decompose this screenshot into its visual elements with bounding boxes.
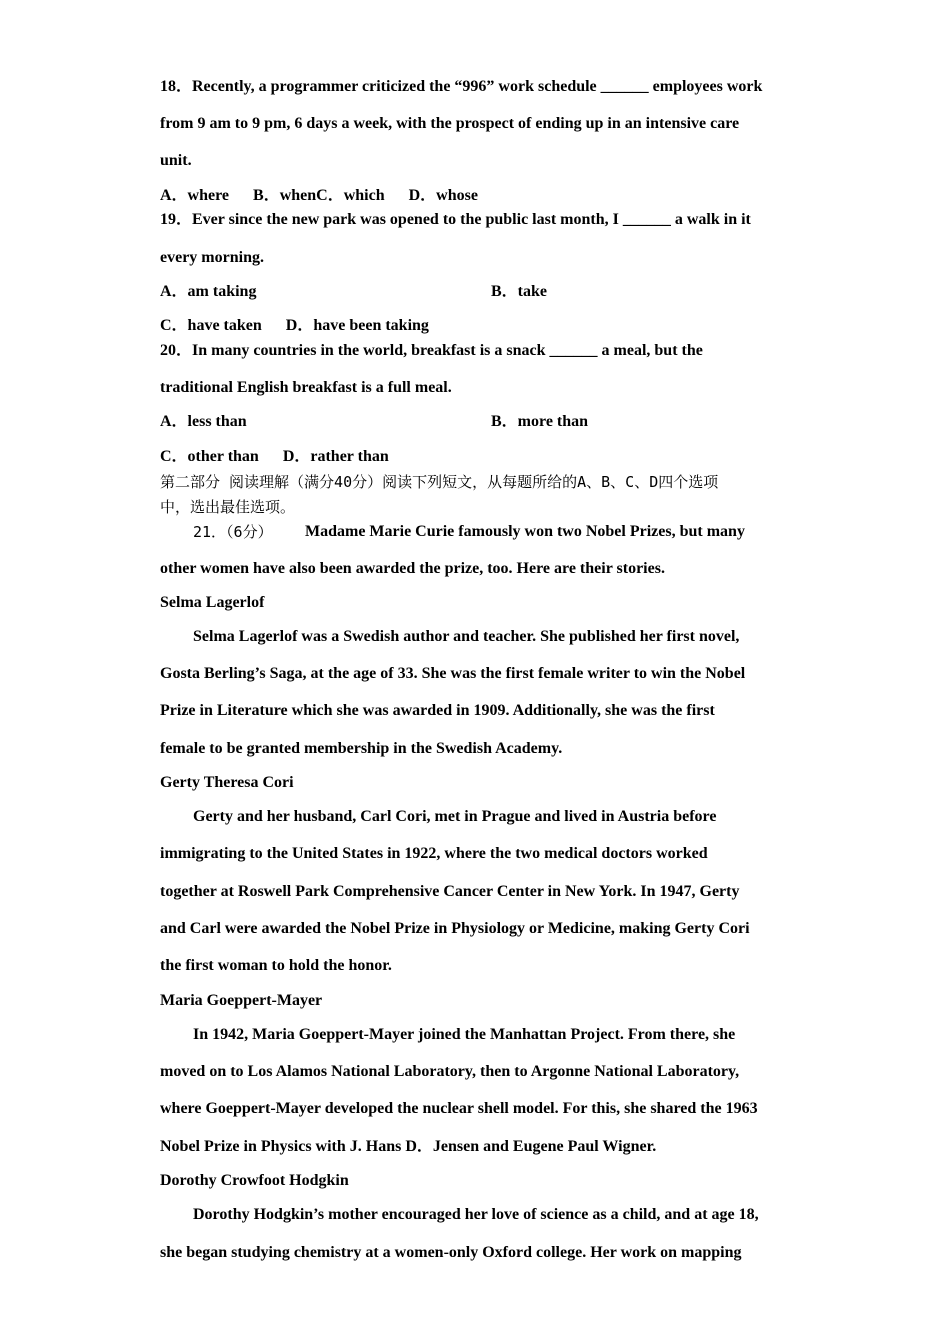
gerty-line-2: immigrating to the United States in 1922, where the two medical doctors worked	[160, 845, 708, 862]
q18-stem-line-3: unit.	[160, 152, 192, 169]
q20-stem-line-2: traditional English breakfast is a full meal.	[160, 379, 452, 396]
q19-stem-line-1: 19．Ever since the new park was opened to the public last month, I ______ a walk in it	[160, 211, 751, 228]
q18-options: A．where B．whenC．which D．whose	[160, 187, 478, 204]
gerty-heading: Gerty Theresa Cori	[160, 774, 294, 791]
q21-intro-line-2: other women have also been awarded the prize, too. Here are their stories.	[160, 560, 665, 577]
maria-line-4: Nobel Prize in Physics with J. Hans D．Jensen and Eugene Paul Wigner.	[160, 1138, 657, 1155]
selma-line-2: Gosta Berling’s Saga, at the age of 33. She was the first female writer to win the Nobel	[160, 665, 746, 682]
gerty-line-5: the first woman to hold the honor.	[160, 957, 392, 974]
q20-option-a: A．less than	[160, 413, 247, 430]
selma-line-3: Prize in Literature which she was awarded in 1909. Additionally, she was the first	[160, 702, 715, 719]
q18-stem-line-2: from 9 am to 9 pm, 6 days a week, with the prospect of ending up in an intensive care	[160, 115, 740, 132]
q19-stem-line-2: every morning.	[160, 249, 264, 266]
selma-line-1: Selma Lagerlof was a Swedish author and teacher. She published her first novel,	[193, 628, 740, 645]
maria-line-2: moved on to Los Alamos National Laboratory, then to Argonne National Laboratory,	[160, 1063, 740, 1080]
gerty-line-4: and Carl were awarded the Nobel Prize in Physiology or Medicine, making Gerty Cori	[160, 920, 750, 937]
gerty-line-3: together at Roswell Park Comprehensive Cancer Center in New York. In 1947, Gerty	[160, 883, 740, 900]
maria-line-3: where Goeppert-Mayer developed the nuclear shell model. For this, she shared the 1963	[160, 1100, 758, 1117]
q20-option-b: B．more than	[491, 413, 589, 430]
selma-heading: Selma Lagerlof	[160, 594, 265, 611]
q20-options-cd: C．other than D．rather than	[160, 448, 389, 465]
q19-option-a: A．am taking	[160, 283, 257, 300]
gerty-line-1: Gerty and her husband, Carl Cori, met in Prague and lived in Austria before	[193, 808, 717, 825]
q19-option-b: B．take	[491, 283, 548, 300]
q18-stem-line-1: 18．Recently, a programmer criticized the “996” work schedule ______ employees work	[160, 78, 763, 95]
q20-stem-line-1: 20．In many countries in the world, breakfast is a snack ______ a meal, but the	[160, 342, 703, 359]
q21-number: 21．（6分）	[193, 523, 273, 541]
part2-instructions-line-1: 第二部分 阅读理解（满分40分）阅读下列短文，从每题所给的A、B、C、D四个选项	[160, 473, 719, 491]
dorothy-line-2: she began studying chemistry at a women-only Oxford college. Her work on mapping	[160, 1244, 742, 1261]
dorothy-line-1: Dorothy Hodgkin’s mother encouraged her love of science as a child, and at age 18,	[193, 1206, 759, 1223]
maria-heading: Maria Goeppert-Mayer	[160, 992, 323, 1009]
maria-line-1: In 1942, Maria Goeppert-Mayer joined the Manhattan Project. From there, she	[193, 1026, 736, 1043]
q19-options-cd: C．have taken D．have been taking	[160, 317, 429, 334]
part2-instructions-line-2: 中，选出最佳选项。	[160, 498, 296, 516]
dorothy-heading: Dorothy Crowfoot Hodgkin	[160, 1172, 349, 1189]
q21-intro-line-1: Madame Marie Curie famously won two Nobel Prizes, but many	[305, 523, 745, 540]
selma-line-4: female to be granted membership in the Swedish Academy.	[160, 740, 563, 757]
